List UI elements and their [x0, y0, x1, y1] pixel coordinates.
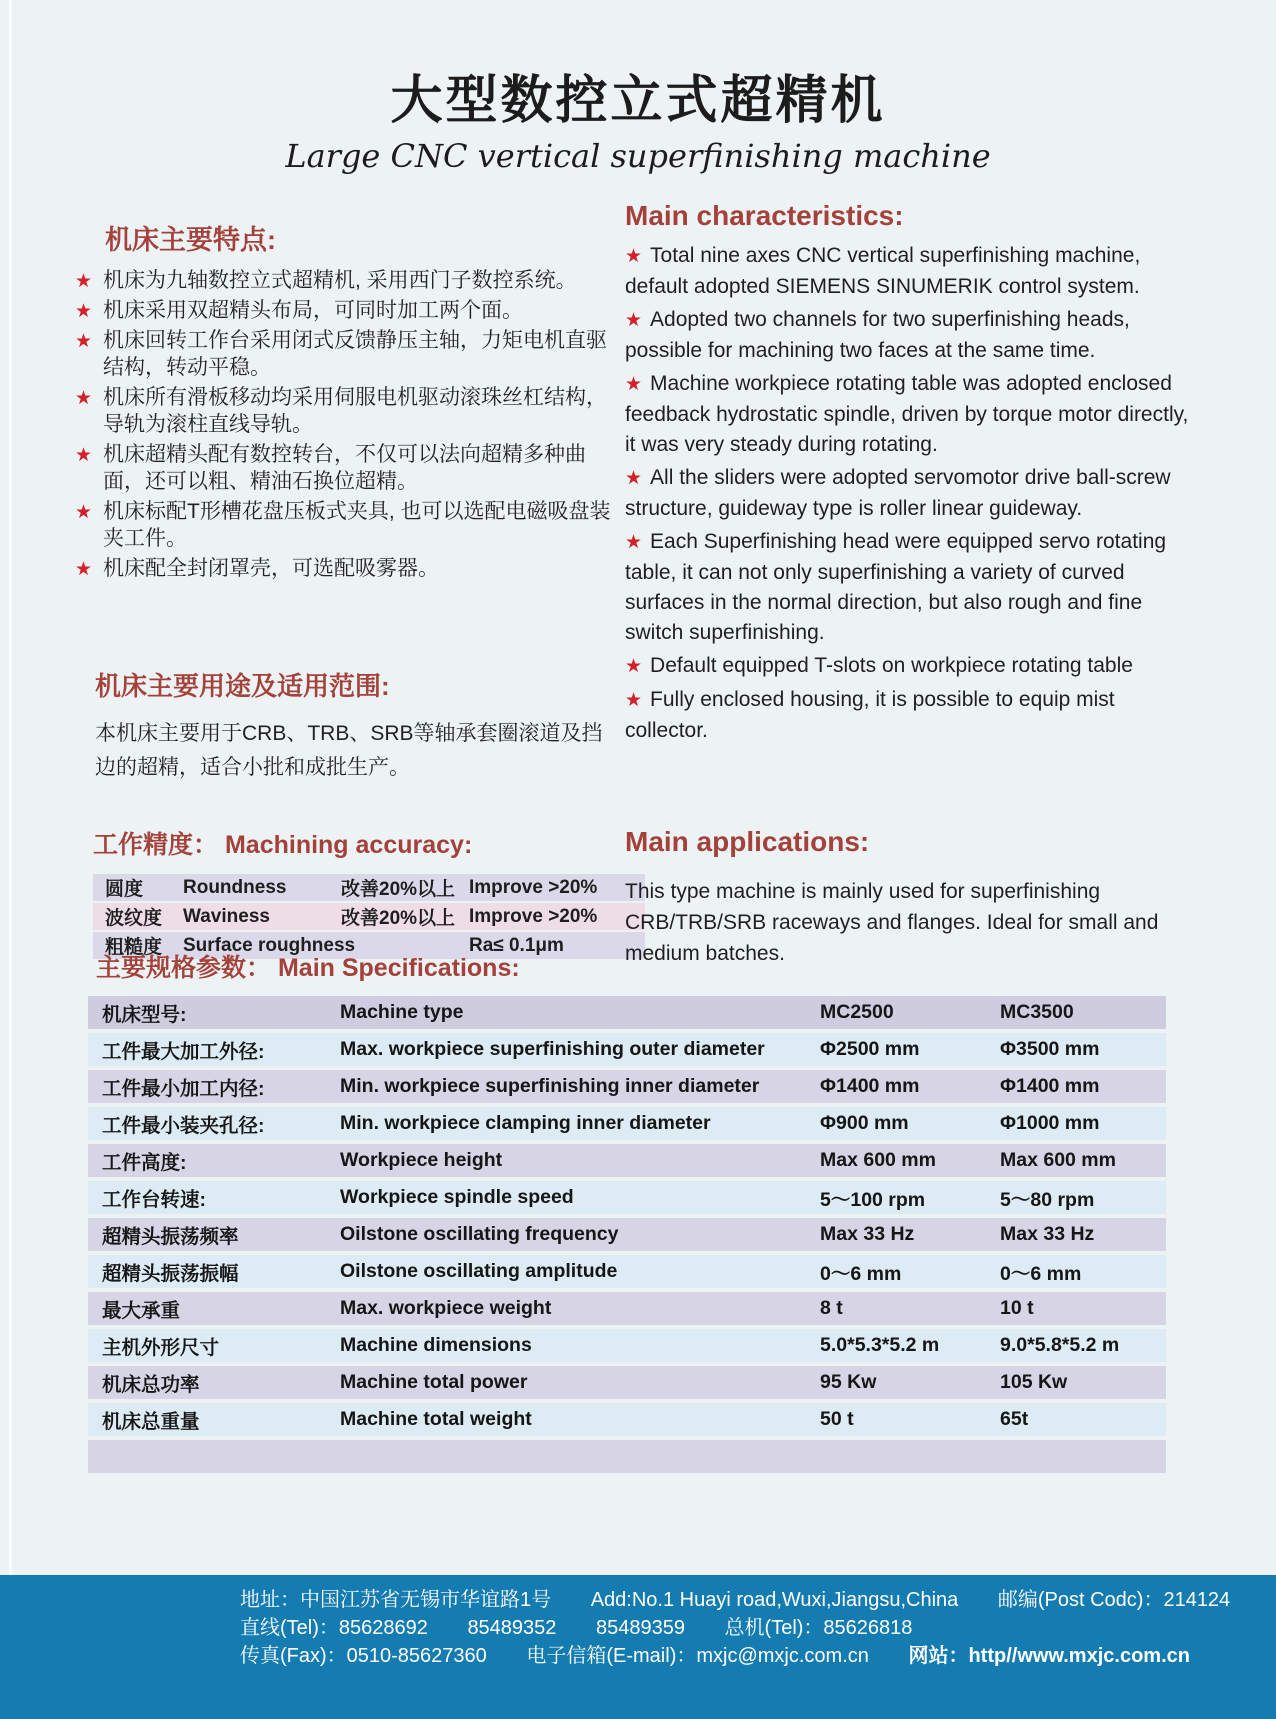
spec-value-mc3500: Max 33 Hz — [1000, 1223, 1095, 1245]
spec-value-mc2500: 5.0*5.3*5.2 m — [820, 1334, 940, 1356]
footer-tel-2: 85489352 — [467, 1617, 557, 1639]
spec-value-mc2500: Φ2500 mm — [820, 1038, 920, 1060]
star-icon: ★ — [75, 445, 93, 466]
star-icon: ★ — [625, 532, 643, 553]
list-item — [625, 305, 1200, 366]
spec-value-mc2500: Max 33 Hz — [820, 1223, 915, 1245]
spec-label-cn: 机床总功率 — [102, 1373, 200, 1396]
spec-label-en: Machine total power — [340, 1371, 528, 1393]
spec-label-cn: 主机外形尺寸 — [102, 1336, 220, 1359]
star-icon: ★ — [625, 246, 643, 267]
table-row — [88, 1033, 1166, 1066]
characteristic-text: Machine workpiece rotating table was adopted enclosed feedback hydrostatic spindle, driven by torque motor directly, it was very steady during rotating. — [625, 372, 1189, 456]
list-item — [625, 651, 1200, 682]
applications-en-heading: Main applications: — [625, 826, 870, 857]
feature-text: 机床为九轴数控立式超精机, 采用西门子数控系统。 — [103, 269, 577, 292]
star-icon: ★ — [75, 271, 93, 292]
list-item — [625, 369, 1200, 460]
spec-value-mc3500: 10 t — [1000, 1297, 1034, 1319]
table-row-empty — [88, 1440, 1166, 1473]
spec-label-cn: 机床总重量 — [102, 1410, 200, 1433]
spec-label-cn: 工件最小装夹孔径: — [102, 1114, 265, 1137]
footer-phone-line — [240, 1618, 1276, 1638]
characteristic-text: Total nine axes CNC vertical superfinishing machine, default adopted SIEMENS SINUMERIK control system. — [625, 244, 1141, 298]
table-row — [88, 1070, 1166, 1103]
accuracy-value-en: Improve >20% — [469, 876, 598, 898]
spec-model-mc3500: MC3500 — [1000, 1001, 1074, 1023]
spec-value-mc2500: 50 t — [820, 1408, 854, 1430]
applications-cn-body: 本机床主要用于CRB、TRB、SRB等轴承套圈滚道及挡边的超精，适合小批和成批生产。 — [95, 722, 603, 779]
page-title: 大型数控立式超精机 — [390, 72, 886, 130]
table-row — [93, 874, 645, 901]
accuracy-value-cn: 改善20%以上 — [341, 879, 456, 900]
spec-label-cn: 工件最大加工外径: — [102, 1040, 265, 1063]
spec-value-mc3500: 5～80 rpm — [1000, 1188, 1095, 1211]
spec-value-mc3500: Φ1000 mm — [1000, 1112, 1100, 1134]
spec-value-mc3500: 105 Kw — [1000, 1371, 1068, 1393]
footer-tel-3: 85489359 — [595, 1617, 685, 1639]
spec-label-en: Workpiece spindle speed — [340, 1186, 574, 1208]
footer-email: 电子信箱(E-mail)：mxjc@mxjc.com.cn — [526, 1645, 869, 1667]
specifications-table — [88, 996, 1166, 1473]
characteristics-heading: Main characteristics: — [625, 200, 904, 231]
spec-label-en: Machine dimensions — [340, 1334, 532, 1356]
list-item — [75, 327, 620, 381]
table-row — [88, 1255, 1166, 1288]
list-item — [625, 463, 1200, 524]
spec-value-mc3500: Φ3500 mm — [1000, 1038, 1100, 1060]
page-edge-highlight — [9, 0, 12, 1575]
spec-label-en: Max. workpiece weight — [340, 1297, 552, 1319]
accuracy-item-cn: 圆度 — [105, 879, 144, 900]
spec-model-mc2500: MC2500 — [820, 1001, 894, 1023]
characteristic-text: Fully enclosed housing, it is possible to equip mist collector. — [625, 688, 1115, 742]
star-icon: ★ — [75, 301, 93, 322]
footer-tel-direct: 直线(Tel)：85628692 — [240, 1617, 428, 1639]
spec-value-mc3500: Max 600 mm — [1000, 1149, 1116, 1171]
star-icon: ★ — [625, 374, 643, 395]
table-row — [88, 1366, 1166, 1399]
spec-value-mc2500: 5～100 rpm — [820, 1188, 926, 1211]
spec-label-en: Min. workpiece clamping inner diameter — [340, 1112, 711, 1134]
feature-text: 机床配全封闭罩壳，可选配吸雾器。 — [103, 557, 439, 580]
table-row — [88, 1218, 1166, 1251]
footer-fax: 传真(Fax)：0510-85627360 — [240, 1645, 487, 1667]
spec-label-cn: 超精头振荡振幅 — [102, 1262, 239, 1285]
table-row — [88, 1329, 1166, 1362]
footer-address-en: Add:No.1 Huayi road,Wuxi,Jiangsu,China — [590, 1589, 959, 1611]
star-icon: ★ — [625, 690, 643, 711]
table-row — [88, 1292, 1166, 1325]
feature-text: 机床超精头配有数控转台，不仅可以法向超精多种曲面，还可以粗、精油石换位超精。 — [103, 443, 586, 493]
left-column — [75, 218, 620, 961]
list-item — [75, 384, 620, 438]
spec-value-mc3500: 9.0*5.8*5.2 m — [1000, 1334, 1120, 1356]
spec-value-mc2500: Max 600 mm — [820, 1149, 936, 1171]
accuracy-item-en: Waviness — [183, 905, 270, 927]
spec-label-en: Oilstone oscillating frequency — [340, 1223, 619, 1245]
spec-label-en: Min. workpiece superfinishing inner diameter — [340, 1075, 760, 1097]
accuracy-heading — [93, 825, 620, 861]
spec-value-mc2500: 0～6 mm — [820, 1262, 902, 1285]
spec-label-en: Oilstone oscillating amplitude — [340, 1260, 618, 1282]
table-row — [88, 1181, 1166, 1214]
spec-value-mc3500: Φ1400 mm — [1000, 1075, 1100, 1097]
feature-text: 机床采用双超精头布局，可同时加工两个面。 — [103, 299, 523, 322]
spec-value-mc2500: 95 Kw — [820, 1371, 877, 1393]
right-column — [625, 200, 1200, 969]
star-icon: ★ — [625, 468, 643, 489]
footer-content — [0, 1575, 1276, 1666]
accuracy-heading-cn: 工作精度： — [93, 831, 219, 859]
feature-text: 机床回转工作台采用闭式反馈静压主轴，力矩电机直驱结构，转动平稳。 — [103, 329, 607, 379]
characteristic-text: All the sliders were adopted servomotor drive ball-screw structure, guideway type is roller linear guideway. — [625, 466, 1171, 520]
list-item — [75, 297, 620, 324]
accuracy-value-en: Ra≤ 0.1μm — [469, 934, 564, 956]
spec-label-en: Machine type — [340, 1001, 464, 1023]
table-header-row — [88, 996, 1166, 1029]
page-header — [0, 58, 1276, 175]
accuracy-value-en: Improve >20% — [469, 905, 598, 927]
star-icon: ★ — [625, 310, 643, 331]
footer-postcode: 邮编(Post Codc)：214124 — [997, 1589, 1231, 1611]
accuracy-item-en: Roundness — [183, 876, 287, 898]
accuracy-item-cn: 波纹度 — [105, 908, 163, 929]
spec-value-mc2500: Φ1400 mm — [820, 1075, 920, 1097]
spec-value-mc3500: 0～6 mm — [1000, 1262, 1082, 1285]
star-icon: ★ — [625, 656, 643, 677]
specifications-heading — [96, 948, 1166, 984]
spec-label-en: Machine total weight — [340, 1408, 532, 1430]
characteristic-text: Each Superfinishing head were equipped servo rotating table, it can not only superfinishing a variety of curved surfaces in the normal direction, but also rough and fine switch superfinishing. — [625, 530, 1167, 644]
spec-value-mc2500: 8 t — [820, 1297, 843, 1319]
footer-switchboard: 总机(Tel)：85626818 — [724, 1617, 913, 1639]
accuracy-item-en: Surface roughness — [183, 934, 356, 956]
list-item — [625, 685, 1200, 746]
accuracy-value-cn: 改善20%以上 — [341, 908, 456, 929]
list-item — [625, 527, 1200, 648]
footer-band — [0, 1575, 1276, 1719]
specifications-heading-en: Main Specifications: — [277, 954, 520, 982]
spec-label-cn: 工作台转速: — [102, 1188, 206, 1211]
list-item — [625, 241, 1200, 302]
characteristics-list — [625, 241, 1200, 746]
list-item — [75, 441, 620, 495]
table-row — [88, 1403, 1166, 1436]
table-row — [88, 1107, 1166, 1140]
applications-en-body: This type machine is mainly used for superfinishing CRB/TRB/SRB raceways and flanges. Ideal for small and medium batches. — [625, 880, 1159, 965]
spec-label-cn: 工件最小加工内径: — [102, 1077, 265, 1100]
table-row — [88, 1144, 1166, 1177]
spec-label-en: Workpiece height — [340, 1149, 503, 1171]
spec-label-cn: 最大承重 — [102, 1299, 181, 1322]
accuracy-heading-en: Machining accuracy: — [224, 831, 473, 859]
specifications-heading-cn: 主要规格参数： — [96, 954, 272, 982]
spec-label-cn: 机床型号: — [102, 1003, 187, 1026]
spec-value-mc2500: Φ900 mm — [820, 1112, 909, 1134]
applications-cn-heading: 机床主要用途及适用范围: — [95, 671, 390, 701]
spec-label-cn: 超精头振荡频率 — [102, 1225, 239, 1248]
footer-website: 网站：http//www.mxjc.com.cn — [908, 1645, 1190, 1667]
feature-text: 机床所有滑板移动均采用伺服电机驱动滚珠丝杠结构，导轨为滚柱直线导轨。 — [103, 386, 607, 436]
footer-fax-line — [240, 1646, 1276, 1666]
list-item — [75, 267, 620, 294]
list-item — [75, 555, 620, 582]
list-item — [75, 498, 620, 552]
star-icon: ★ — [75, 388, 93, 409]
table-row — [93, 903, 645, 930]
footer-address-line — [240, 1590, 1276, 1610]
star-icon: ★ — [75, 331, 93, 352]
spec-value-mc3500: 65t — [1000, 1408, 1029, 1430]
feature-text: 机床标配T形槽花盘压板式夹具, 也可以选配电磁吸盘装夹工件。 — [103, 500, 611, 550]
footer-address-cn: 地址：中国江苏省无锡市华谊路1号 — [240, 1589, 552, 1611]
spec-label-en: Max. workpiece superfinishing outer diameter — [340, 1038, 765, 1060]
star-icon: ★ — [75, 559, 93, 580]
accuracy-item-cn: 粗糙度 — [105, 937, 163, 958]
features-heading: 机床主要特点: — [105, 225, 276, 255]
characteristic-text: Default equipped T-slots on workpiece rotating table — [650, 654, 1133, 677]
page-subtitle: Large CNC vertical superfinishing machine — [285, 137, 991, 175]
accuracy-table — [93, 874, 645, 959]
features-list — [75, 267, 620, 582]
specifications-section — [88, 948, 1166, 1477]
characteristic-text: Adopted two channels for two superfinishing heads, possible for machining two faces at the same time. — [625, 308, 1130, 362]
star-icon: ★ — [75, 502, 93, 523]
spec-label-cn: 工件高度: — [102, 1151, 187, 1174]
